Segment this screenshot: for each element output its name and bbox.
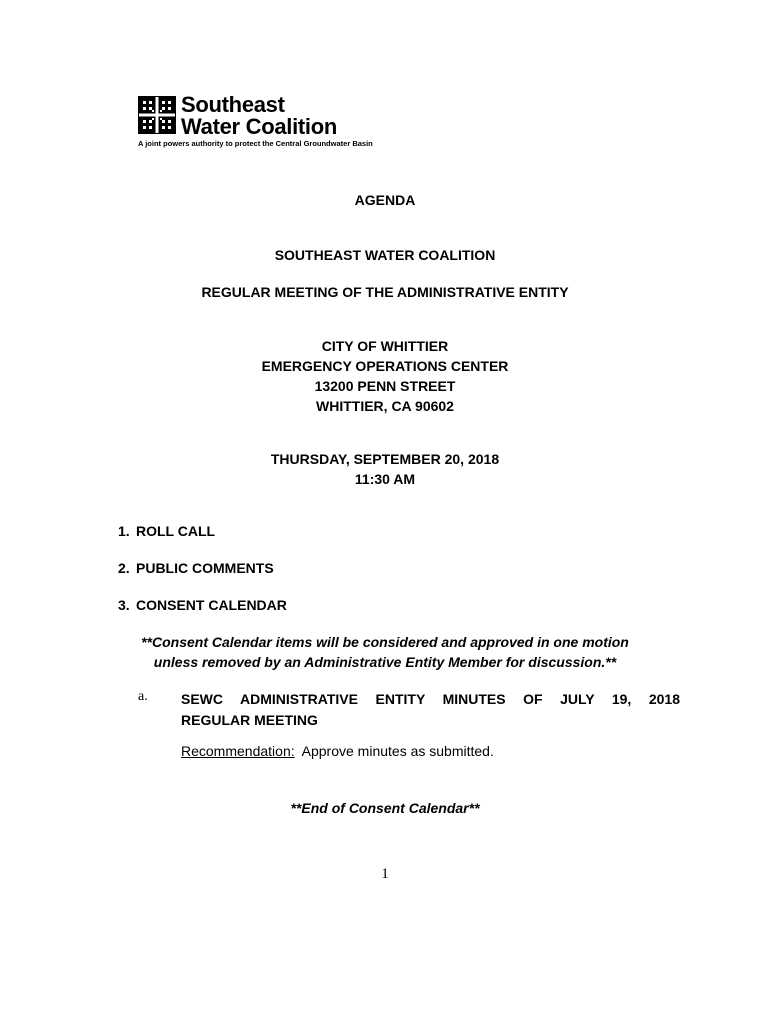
item-number-3: 3. [118,597,130,613]
item-roll-call: ROLL CALL [136,523,216,539]
recommendation [181,743,494,759]
consent-note-line2: unless removed by an Administrative Entity Member for discussion.** [153,654,617,670]
logo-tagline: A joint powers authority to protect the Central Groundwater Basin [138,139,373,148]
location-street: 13200 PENN STREET [314,378,456,394]
item-public-comments: PUBLIC COMMENTS [136,560,274,576]
location-city: CITY OF WHITTIER [321,338,449,354]
meeting-date: THURSDAY, SEPTEMBER 20, 2018 [270,451,500,467]
consent-note-line1: **Consent Calendar items will be considered and approved in one motion [141,634,629,650]
sub-item-title [181,689,680,731]
page-number: 1 [381,866,389,882]
meeting-title: REGULAR MEETING OF THE ADMINISTRATIVE ENTITY [201,284,569,300]
item-number-2: 2. [118,560,130,576]
sub-item-title-line1: SEWC ADMINISTRATIVE ENTITY MINUTES OF JULY 19, 2018 [181,691,680,707]
meeting-time: 11:30 AM [354,471,416,487]
globe-grid-logo-icon [138,96,176,134]
agenda-heading: AGENDA [354,192,416,208]
location-city-state: WHITTIER, CA 90602 [316,398,454,414]
logo-name-line2: Water Coalition [181,114,338,139]
item-consent-calendar: CONSENT CALENDAR [136,597,287,613]
logo-name-line1: Southeast [181,92,285,117]
organization-logo [138,93,398,153]
item-number-1: 1. [118,523,130,539]
sub-item-title-line2: REGULAR MEETING [181,712,318,728]
consent-end: **End of Consent Calendar** [290,800,480,816]
recommendation-text: Approve minutes as submitted. [301,743,494,759]
sub-item-letter: a. [138,689,148,704]
recommendation-label: Recommendation: [181,743,295,759]
organization-name: SOUTHEAST WATER COALITION [274,247,496,263]
location-venue: EMERGENCY OPERATIONS CENTER [261,358,509,374]
